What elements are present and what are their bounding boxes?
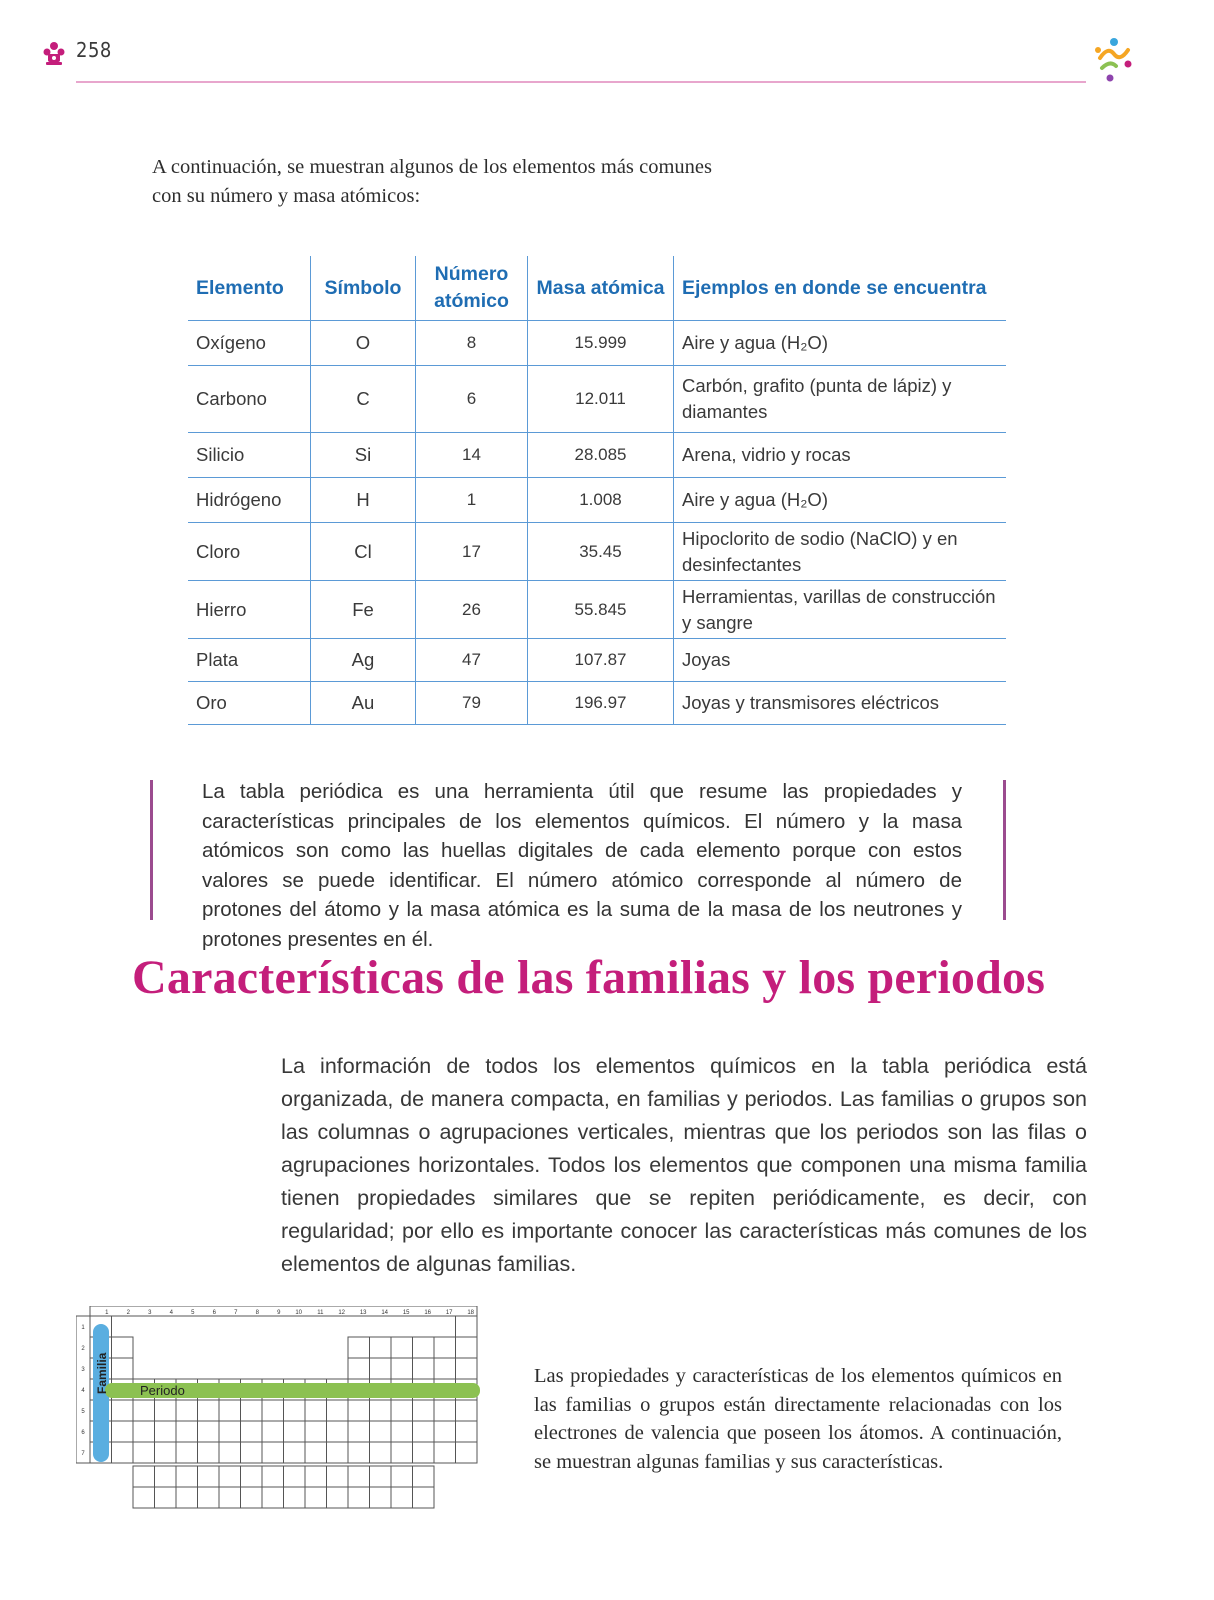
grid-cell <box>133 1442 155 1463</box>
f-block-cell <box>241 1487 263 1508</box>
cell-examples: Arena, vidrio y rocas <box>674 433 1007 478</box>
cell-examples: Aire y agua (H₂O) <box>674 478 1007 523</box>
grid-cell <box>112 1337 134 1358</box>
column-number: 10 <box>295 1310 302 1316</box>
f-block-cell <box>198 1466 220 1487</box>
cell-element: Silicio <box>188 433 311 478</box>
f-block-cell <box>413 1487 435 1508</box>
section-title: Características de las familias y los periodos <box>132 951 1046 1004</box>
cell-examples: Joyas y transmisores eléctricos <box>674 682 1007 725</box>
period-label: Periodo <box>140 1383 185 1398</box>
cell-examples: Carbón, grafito (punta de lápiz) y diamantes <box>674 366 1007 433</box>
cell-mass: 1.008 <box>528 478 674 523</box>
note-bar-left <box>150 780 153 920</box>
grid-cell <box>370 1358 392 1379</box>
cell-examples: Herramientas, varillas de construcción y sangre <box>674 581 1007 639</box>
f-block-cell <box>305 1487 327 1508</box>
header-element: Elemento <box>188 256 311 321</box>
f-block-cell <box>133 1466 155 1487</box>
header-number: Número atómico <box>416 256 528 321</box>
cell-examples: Joyas <box>674 639 1007 682</box>
grid-cell <box>348 1358 370 1379</box>
periodic-table-diagram <box>76 1306 496 1540</box>
column-number: 14 <box>381 1310 388 1316</box>
column-number: 12 <box>338 1310 345 1316</box>
f-block-cell <box>262 1487 284 1508</box>
cell-number: 79 <box>416 682 528 725</box>
grid-cell <box>434 1421 456 1442</box>
column-number: 16 <box>424 1310 431 1316</box>
cell-symbol: Au <box>311 682 416 725</box>
grid-cell <box>434 1442 456 1463</box>
table-header-row <box>188 256 1006 321</box>
grid-cell <box>327 1400 349 1421</box>
column-number: 3 <box>148 1310 152 1316</box>
row-number: 7 <box>81 1451 85 1457</box>
cell-symbol: Ag <box>311 639 416 682</box>
grid-cell <box>176 1400 198 1421</box>
header-rule <box>76 81 1086 83</box>
cell-mass: 28.085 <box>528 433 674 478</box>
column-number: 1 <box>105 1310 109 1316</box>
f-block-cell <box>219 1487 241 1508</box>
table-row <box>188 581 1006 639</box>
f-block-cell <box>262 1466 284 1487</box>
cell-number: 17 <box>416 523 528 581</box>
column-number: 6 <box>212 1310 216 1316</box>
grid-cell <box>456 1358 478 1379</box>
cell-mass: 55.845 <box>528 581 674 639</box>
grid-cell <box>219 1421 241 1442</box>
table-row <box>188 639 1006 682</box>
grid-cell <box>284 1442 306 1463</box>
table-row <box>188 366 1006 433</box>
cell-mass: 35.45 <box>528 523 674 581</box>
grid-cell <box>413 1337 435 1358</box>
grid-cell <box>305 1421 327 1442</box>
table-row <box>188 321 1006 366</box>
f-block-cell <box>348 1466 370 1487</box>
elements-table <box>188 256 1006 725</box>
grid-cell <box>176 1421 198 1442</box>
column-number: 4 <box>169 1310 173 1316</box>
periodic-grid <box>90 1316 477 1508</box>
grid-cell <box>434 1337 456 1358</box>
f-block-cell <box>284 1466 306 1487</box>
row-number: 2 <box>81 1346 85 1352</box>
page-number: 258 <box>76 38 112 62</box>
column-number: 9 <box>277 1310 281 1316</box>
cell-element: Cloro <box>188 523 311 581</box>
f-block-cell <box>219 1466 241 1487</box>
grid-cell <box>176 1442 198 1463</box>
table-row <box>188 682 1006 725</box>
grid-cell <box>112 1358 134 1379</box>
column-number: 2 <box>126 1310 130 1316</box>
grid-cell <box>241 1400 263 1421</box>
cell-mass: 107.87 <box>528 639 674 682</box>
column-number: 15 <box>402 1310 410 1316</box>
grid-cell <box>391 1400 413 1421</box>
row-number: 5 <box>81 1409 85 1415</box>
row-number: 4 <box>81 1388 85 1394</box>
grid-cell <box>112 1421 134 1442</box>
cell-element: Hierro <box>188 581 311 639</box>
cell-number: 47 <box>416 639 528 682</box>
cell-examples: Hipoclorito de sodio (NaClO) y en desinfectantes <box>674 523 1007 581</box>
f-block-cell <box>391 1466 413 1487</box>
grid-cell <box>219 1442 241 1463</box>
cell-number: 14 <box>416 433 528 478</box>
grid-cell <box>413 1358 435 1379</box>
f-block-cell <box>176 1487 198 1508</box>
grid-cell <box>348 1442 370 1463</box>
intro-text: A continuación, se muestran algunos de los elementos más comunes con su número y masa atómicos: <box>152 156 712 207</box>
cell-symbol: C <box>311 366 416 433</box>
cell-element: Carbono <box>188 366 311 433</box>
cell-number: 6 <box>416 366 528 433</box>
table-row <box>188 523 1006 581</box>
f-block-cell <box>370 1466 392 1487</box>
column-number: 7 <box>234 1310 238 1316</box>
f-block-cell <box>327 1466 349 1487</box>
f-block-cell <box>413 1466 435 1487</box>
f-block-cell <box>241 1466 263 1487</box>
grid-cell <box>241 1442 263 1463</box>
cell-mass: 15.999 <box>528 321 674 366</box>
grid-cell <box>413 1442 435 1463</box>
grid-cell <box>456 1442 478 1463</box>
f-block-cell <box>305 1466 327 1487</box>
family-label: Familia <box>95 1352 109 1394</box>
row-number: 6 <box>81 1430 85 1436</box>
grid-cell <box>370 1442 392 1463</box>
cell-symbol: Cl <box>311 523 416 581</box>
grid-cell <box>112 1400 134 1421</box>
grid-cell <box>305 1400 327 1421</box>
grid-cell <box>434 1358 456 1379</box>
cell-examples: Aire y agua (H₂O) <box>674 321 1007 366</box>
table-row <box>188 433 1006 478</box>
cell-symbol: Si <box>311 433 416 478</box>
grid-cell <box>391 1337 413 1358</box>
cell-mass: 196.97 <box>528 682 674 725</box>
grid-cell <box>434 1400 456 1421</box>
row-number: 1 <box>81 1325 85 1331</box>
grid-cell <box>391 1442 413 1463</box>
f-block-cell <box>391 1487 413 1508</box>
grid-cell <box>219 1400 241 1421</box>
column-number: 11 <box>317 1310 324 1316</box>
cell-element: Plata <box>188 639 311 682</box>
flower-icon <box>40 40 68 68</box>
column-number-labels <box>90 1306 477 1316</box>
grid-cell <box>262 1442 284 1463</box>
grid-cell <box>305 1442 327 1463</box>
grid-cell <box>198 1400 220 1421</box>
row-number: 3 <box>81 1367 85 1373</box>
grid-cell <box>112 1442 134 1463</box>
grid-cell <box>155 1442 177 1463</box>
side-paragraph: Las propiedades y características de los elementos químicos en las familias o grupos están directamente relacionadas con los electrones de valencia que poseen los átomos. A continuación, se muestran algunas familias y sus características. <box>534 1365 1062 1473</box>
f-block-cell <box>176 1466 198 1487</box>
f-block-cell <box>155 1487 177 1508</box>
header-examples: Ejemplos en donde se encuentra <box>674 256 1007 321</box>
body-paragraph: La información de todos los elementos químicos en la tabla periódica está organizada, de manera compacta, en familias y periodos. Las familias o grupos son las columnas o agrupaciones verticales, mientras que los periodos son las filas o agrupaciones horizontales. Todos los elementos que componen una misma familia tienen propiedades similares que se repiten periódicamente, es decir, con regularidad; por ello es importante conocer las características más comunes de los elementos de algunas familias. <box>281 1054 1087 1276</box>
grid-cell <box>348 1400 370 1421</box>
grid-cell <box>370 1337 392 1358</box>
column-number: 5 <box>191 1310 195 1316</box>
logo-icon <box>1088 34 1140 86</box>
row-number-labels <box>76 1316 90 1463</box>
grid-cell <box>456 1316 478 1337</box>
grid-cell <box>198 1442 220 1463</box>
grid-cell <box>284 1400 306 1421</box>
f-block-cell <box>155 1466 177 1487</box>
f-block-cell <box>348 1487 370 1508</box>
f-block-cell <box>370 1487 392 1508</box>
cell-number: 1 <box>416 478 528 523</box>
f-block-cell <box>284 1487 306 1508</box>
f-block-cell <box>327 1487 349 1508</box>
cell-symbol: H <box>311 478 416 523</box>
grid-cell <box>348 1421 370 1442</box>
header-symbol: Símbolo <box>311 256 416 321</box>
header-mass: Masa atómica <box>528 256 674 321</box>
grid-cell <box>133 1421 155 1442</box>
note-text: La tabla periódica es una herramienta útil que resume las propiedades y características principales de los elementos químicos. El número y la masa atómicos son como las huellas digitales de cada elemento porque con estos valores se puede identificar. El número atómico corresponde al número de protones del átomo y la masa atómica es la suma de la masa de los neutrones y protones presentes en él. <box>202 780 962 951</box>
note-bar-right <box>1003 780 1006 920</box>
column-number: 17 <box>445 1310 453 1316</box>
grid-cell <box>155 1421 177 1442</box>
grid-cell <box>391 1358 413 1379</box>
cell-element: Oxígeno <box>196 332 266 353</box>
grid-cell <box>198 1421 220 1442</box>
grid-cell <box>348 1337 370 1358</box>
grid-cell <box>370 1400 392 1421</box>
cell-number: 26 <box>416 581 528 639</box>
column-number: 18 <box>467 1310 474 1316</box>
column-number: 8 <box>255 1310 259 1316</box>
grid-cell <box>327 1442 349 1463</box>
cell-number: 8 <box>416 321 528 366</box>
grid-cell <box>262 1421 284 1442</box>
column-number: 13 <box>359 1310 367 1316</box>
grid-cell <box>241 1421 263 1442</box>
grid-cell <box>370 1421 392 1442</box>
cell-mass: 12.011 <box>528 366 674 433</box>
grid-cell <box>456 1337 478 1358</box>
grid-cell <box>391 1421 413 1442</box>
grid-cell <box>284 1421 306 1442</box>
grid-cell <box>413 1421 435 1442</box>
f-block-cell <box>133 1487 155 1508</box>
grid-cell <box>456 1400 478 1421</box>
grid-cell <box>456 1421 478 1442</box>
grid-cell <box>155 1400 177 1421</box>
grid-cell <box>262 1400 284 1421</box>
grid-cell <box>327 1421 349 1442</box>
cell-element: Oro <box>188 682 311 725</box>
cell-symbol: O <box>311 321 416 366</box>
table-row <box>188 478 1006 523</box>
cell-element: Hidrógeno <box>188 478 311 523</box>
cell-symbol: Fe <box>311 581 416 639</box>
f-block-cell <box>198 1487 220 1508</box>
grid-cell <box>133 1400 155 1421</box>
grid-cell <box>413 1400 435 1421</box>
